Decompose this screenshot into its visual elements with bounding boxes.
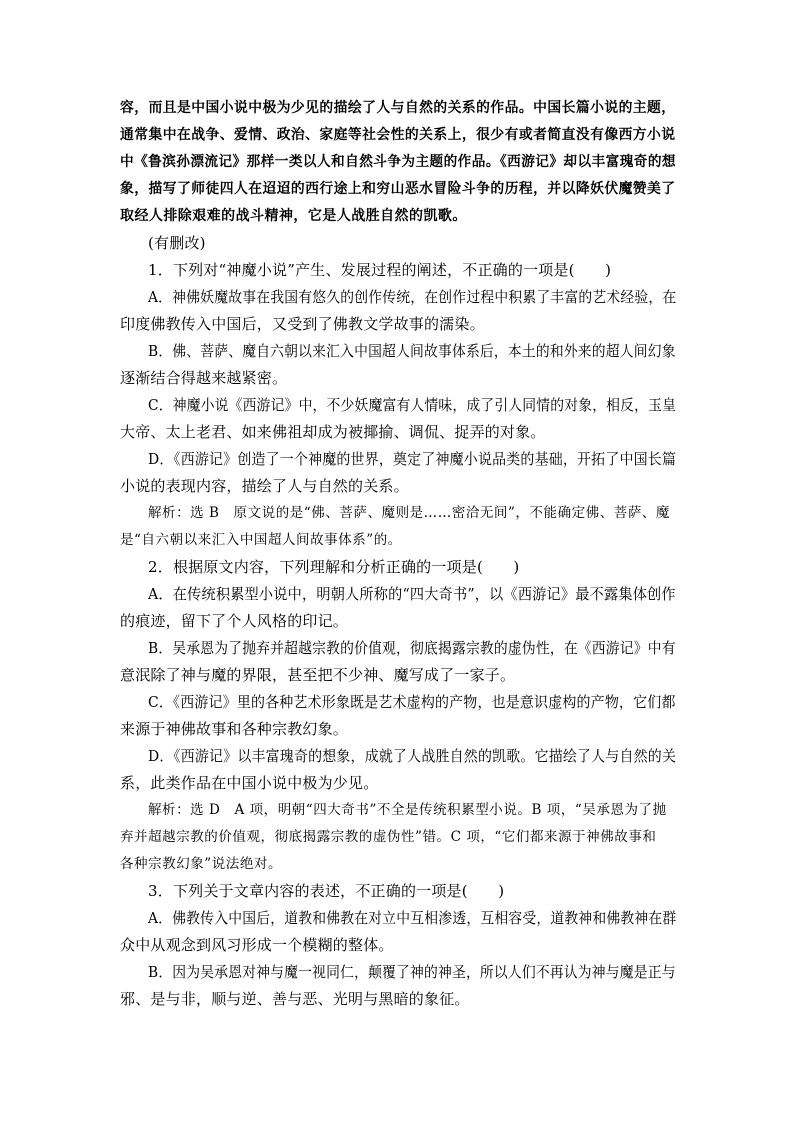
- text-line: 各种宗教幻象”说法绝对。: [120, 856, 283, 872]
- text-line: 众中从观念到风习形成一个模糊的整体。: [120, 936, 394, 954]
- text-line: 是“自六朝以来汇入中国超人间故事体系”的。: [120, 532, 402, 548]
- question-1-option-a: A．神佛妖魔故事在我国有悠久的创作传统，在创作过程中积累了丰富的艺术经验，在: [148, 288, 677, 306]
- text-line: 邪、是与非，顺与逆、善与恶、光明与黑暗的象征。: [120, 990, 470, 1008]
- question-2-option-b: B．吴承恩为了抛弃并超越宗教的价值观，彻底揭露宗教的虚伪性，在《西游记》中有: [148, 639, 676, 657]
- question-2-option-a: A．在传统积累型小说中，明朝人所称的“四大奇书”，以《西游记》最不露集体创作: [148, 585, 676, 603]
- question-2-stem: 2．根据原文内容，下列理解和分析正确的一项是( ): [148, 558, 520, 576]
- text-line: 取经人排除艰难的战斗精神，它是人战胜自然的凯歌。: [120, 208, 467, 224]
- question-3-stem: 3．下列关于文章内容的表述，不正确的一项是( ): [148, 882, 505, 900]
- question-1-option-d: D．《西游记》创造了一个神魔的世界，奠定了神魔小说品类的基础，开拓了中国长篇: [148, 450, 677, 468]
- question-3-option-b: B．因为吴承恩对神与魔一视同仁，颠覆了神的神圣，所以人们不再认为神与魔是正与: [148, 963, 676, 981]
- question-2-option-c: C．《西游记》里的各种艺术形象既是艺术虚构的产物，也是意识虚构的产物，它们都: [148, 693, 676, 711]
- text-line: 弃并超越宗教的价值观，彻底揭露宗教的虚伪性”错。C 项，“它们都来源于神佛故事和: [120, 829, 657, 845]
- text-line: 意泯除了神与魔的界限，甚至把不少神、魔写成了一家子。: [120, 666, 516, 684]
- text-line: 系，此类作品在中国小说中极为少见。: [120, 774, 379, 792]
- text-line: 小说的表现内容，描绘了人与自然的关系。: [120, 477, 409, 495]
- text-line: 印度佛教传入中国后，又受到了佛教文学故事的濡染。: [120, 315, 485, 333]
- question-3-option-a: A．佛教传入中国后，道教和佛教在对立中互相渗透，互相容受，道教神和佛教神在群: [148, 909, 677, 927]
- source-note: (有删改): [148, 234, 206, 252]
- question-2-analysis: 解析：选 D A 项，明朝“四大奇书”不全是传统积累型小说。B 项，“吴承恩为了抛: [148, 802, 667, 818]
- text-line: 通常集中在战争、爱情、政治、家庭等社会性的关系上，很少有或者简直没有像西方小说: [120, 127, 676, 143]
- text-line: 的痕迹，留下了个人风格的印记。: [120, 612, 349, 630]
- question-1-stem: 1．下列对“神魔小说”产生、发展过程的阐述，不正确的一项是( ): [148, 261, 612, 279]
- text-line: 中《鲁滨孙漂流记》那样一类以人和自然斗争为主题的作品。《西游记》却以丰富瑰奇的想: [120, 154, 676, 170]
- question-2-option-d: D．《西游记》以丰富瑰奇的想象，成就了人战胜自然的凯歌。它描绘了人与自然的关: [148, 747, 677, 765]
- question-1-option-c: C．神魔小说《西游记》中，不少妖魔富有人情味，成了引人同情的对象，相反，玉皇: [148, 396, 677, 414]
- text-line: 大帝、太上老君、如来佛祖却成为被揶揄、调侃、捉弄的对象。: [120, 423, 546, 441]
- text-line: 象，描写了师徒四人在迢迢的西行途上和穷山恶水冒险斗争的历程，并以降妖伏魔赞美了: [120, 181, 676, 197]
- text-line: 容，而且是中国小说中极为少见的描绘了人与自然的关系的作品。中国长篇小说的主题，: [120, 100, 676, 116]
- question-1-analysis: 解析：选 B 原文说的是“佛、菩萨、魔则是……密洽无间”，不能确定佛、菩萨、魔: [148, 505, 670, 521]
- text-line: 来源于神佛故事和各种宗教幻象。: [120, 720, 349, 738]
- question-1-option-b: B．佛、菩萨、魔自六朝以来汇入中国超人间故事体系后，本土的和外来的超人间幻象: [148, 342, 676, 360]
- text-line: 逐渐结合得越来越紧密。: [120, 369, 288, 387]
